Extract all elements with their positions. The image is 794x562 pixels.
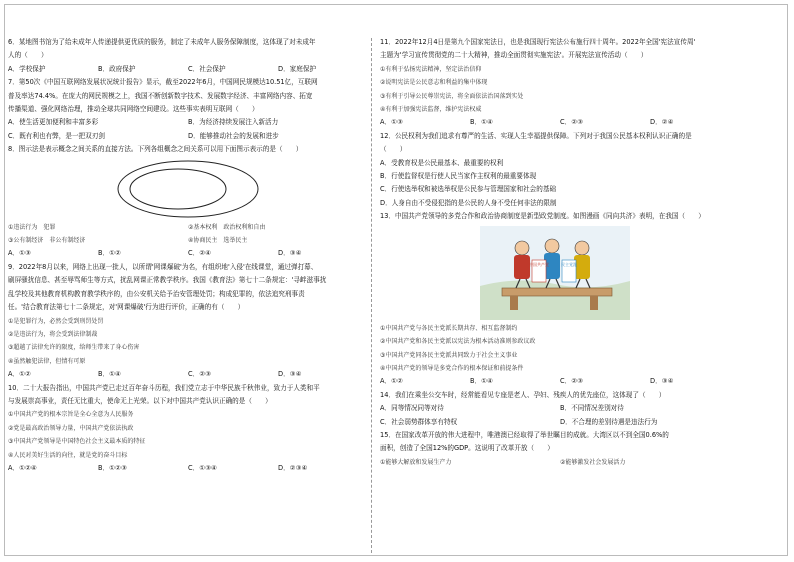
q12-stem: 12．公民权利为我们追求有尊严的生活、实现人生幸福提供保障。下列对于我国公民基本权利认识正确的是 <box>380 131 692 140</box>
q8-option-d: D．③④ <box>278 249 302 258</box>
q15-statement-1: ①能够大解放和发展生产力 <box>380 458 452 466</box>
q11-option-c: C．②③ <box>560 118 584 127</box>
q13-option-a: A．①② <box>380 377 403 386</box>
q9-option-c: C．②③ <box>188 370 212 379</box>
figure-body-1 <box>514 255 530 279</box>
q6-option-b: B．政府保护 <box>98 64 136 73</box>
q7-options-row1 <box>8 116 368 129</box>
q9-option-d: D．③④ <box>278 370 302 379</box>
q14-options-row1 <box>380 402 740 415</box>
q9-option-a: A．①② <box>8 370 31 379</box>
q11-stem: 11．2022年12月4日是第九个国家宪法日，也是我国现行宪法公布施行四十周年。2022年全国'宪法宣传周' <box>380 38 696 46</box>
figure-head-1 <box>515 241 529 255</box>
q10-option-b: B．①②③ <box>98 463 127 472</box>
q7-option-b: B．为经济持续发展注入新活力 <box>188 118 279 127</box>
q6-option-c: C．社会保护 <box>188 64 226 73</box>
q6-options <box>8 63 368 76</box>
q13-option-d: D．③④ <box>650 377 674 386</box>
inner-ellipse <box>130 169 226 209</box>
right-column <box>380 36 740 469</box>
q8-pair-1: ①违法行为 犯罪 <box>8 223 56 231</box>
q8-stem: 8．图示法是表示概念之间关系的直接方法。下列各组概念之间关系可以用下面图示表示的是（ ） <box>8 145 303 154</box>
q10-statement-1: ①中国共产党的根本宗旨是全心全意为人民服务 <box>8 411 134 419</box>
q15-stem: 15．在国家改革开放的伟大进程中，唯港澳已经取得了举世瞩目的成就。大湾区以不到全国0.6%的 <box>380 430 669 439</box>
q9-stem-cont3: 任。'结合教育法第七十二条规定，对'网课爆破'行为进行评价，正确的有（ ） <box>8 303 245 312</box>
q10-option-a: A．①②④ <box>8 463 37 472</box>
q15-stem-cont: 面积，创造了全国12%的GDP。这说明了改革开放（ ） <box>380 444 554 453</box>
q14-option-d: D．不合理的差别待遇是违法行为 <box>560 417 658 426</box>
q11-statement-4: ④有利于加强宪法监督，维护宪法权威 <box>380 106 482 114</box>
figure-head-3 <box>575 241 589 255</box>
figure-head-2 <box>545 239 559 253</box>
q12-option-a: A．受教育权是公民最基本、最重要的权利 <box>380 158 504 167</box>
q13-options <box>380 375 740 388</box>
q13-option-c: C．②③ <box>560 377 584 386</box>
q12-option-c: C．行使选举权和被选举权是公民参与管理国家和社会的基础 <box>380 185 557 194</box>
q8-pair-row1 <box>8 221 368 234</box>
q10-stem-cont: 与发展崇高事业，责任无比重大，使命无上光荣。以下对中国共产党认识正确的是（ ） <box>8 396 272 405</box>
q8-options <box>8 247 368 260</box>
q11-options <box>380 116 740 129</box>
q6-option-a: A．学校保护 <box>8 64 46 73</box>
q8-option-a: A．①③ <box>8 249 31 258</box>
q7-option-a: A．使生活更加便利和丰富多彩 <box>8 118 99 127</box>
q15-pair-row1 <box>380 456 740 469</box>
q9-statement-4: ④虽然触犯法律，但情有可原 <box>8 357 86 365</box>
q9-statement-1: ①是犯罪行为，必然会受到刑罚处罚 <box>8 317 104 325</box>
q10-option-c: C．①③④ <box>188 463 217 472</box>
left-column <box>8 36 368 475</box>
q7-option-c: C．既有利也有弊，是一把双刃剑 <box>8 131 105 140</box>
q11-stem-cont: 主题为'学习宣传贯彻党的二十大精神，推动全面贯彻实施宪法'。开展宪法宣传活动（ ） <box>380 51 648 60</box>
cartoon-illustration <box>480 226 630 320</box>
q10-statement-4: ④人民对美好生活的向往，就是党的奋斗目标 <box>8 451 128 459</box>
q8-option-c: C．②④ <box>188 249 212 258</box>
q7-stem-cont2: 传播渠道、强化网络治理，推动全球共同网络空间建设。这些事实表明互联网（ ） <box>8 105 259 114</box>
q10-stem: 10．二十大报告指出，中国共产党已走过百年奋斗历程，我们党立志于中华民族千秋伟业，致力于人类和平 <box>8 383 320 392</box>
concept-diagram <box>8 157 368 221</box>
q8-pair-3: ③公有制经济 非公有制经济 <box>8 237 86 245</box>
q9-statement-2: ②是违法行为，将会受到法律制裁 <box>8 330 98 338</box>
q13-statement-2: ②中国共产党和各民主党派以宪法为根本活动准则参政议政 <box>380 338 536 346</box>
q8-pair-4: ④协商民主 选举民主 <box>188 237 248 245</box>
log-bridge <box>502 288 612 296</box>
q9-stem: 9．2022年8月以来，网络上出现一批人，以所谓'网课爆破'为名，有组织地'入侵'在线课堂，通过弹打幕、 <box>8 262 318 271</box>
q14-option-a: A．同等情况同等对待 <box>380 404 444 413</box>
q9-options <box>8 368 368 381</box>
q12-option-b: B．行使监督权是行使人民当家作主权利的最重要体现 <box>380 172 537 181</box>
q7-stem: 7．第50次《中国互联网络发展状况统计报告》显示，截至2022年6月，中国网民规模达10.51亿，互联网 <box>8 78 318 87</box>
q15-statement-2: ②能够激发社会发展活力 <box>560 458 626 466</box>
q7-stem-cont: 普及率达74.4%。在庞大的网民规模之上，我国不断创新数字技术、发展数字经济、丰富网络内容、拓宽 <box>8 91 313 100</box>
q7-option-d: D．能够推动社会的发展和进步 <box>188 131 279 140</box>
q6-stem: 6．某地图书馆为了给未成年人传递提供更优质的服务，制定了未成年人服务保障制度，这体现了对未成年 <box>8 38 316 46</box>
q7-options-row2 <box>8 130 368 143</box>
q8-pair-2: ②基本权利 政治权利和自由 <box>188 223 266 231</box>
q6-option-d: D．家庭保护 <box>278 64 317 73</box>
q11-statement-2: ②说明宪法是公民意志和利益的集中体现 <box>380 79 488 87</box>
venn-diagram <box>8 157 368 221</box>
q14-options-row2 <box>380 416 740 429</box>
q13-statement-3: ③中国共产党同各民主党派共同致力于社会主义事业 <box>380 351 518 359</box>
banner-left-text: 中国共产党 <box>529 261 549 267</box>
q8-option-b: B．①② <box>98 249 121 258</box>
banner-right-text: 民主党派 <box>561 261 577 267</box>
q9-stem-cont: 刷屏骚扰信息、甚至辱骂师生等方式，扰乱网课正常教学秩序。我国《教育法》第七十二条规定：'寻衅滋事扰 <box>8 276 327 285</box>
q10-option-d: D．②③④ <box>278 463 308 472</box>
q13-statement-1: ①中国共产党与各民主党派长期共存、相互监督制约 <box>380 324 518 332</box>
q9-stem-cont2: 乱学校及其他教育机构教育教学秩序的，由公安机关给予治安管理处罚；构成犯罪的，依法追究刑事责 <box>8 289 305 298</box>
q13-stem: 13．中国共产党领导的多党合作和政治协商制度是新型政党制度。如图漫画《同向共济》表明，在我国（ ） <box>380 212 705 221</box>
q14-stem: 14．我们在乘坐公交车时，经常能看见专座是老人、孕妇、残疾人的优先座位，这体现了（ ） <box>380 390 666 399</box>
q9-statement-3: ③超越了法律允许的限度，给师生带来了身心伤害 <box>8 344 140 352</box>
q12-option-d: D．人身自由不受侵犯指的是公民的人身不受任何非法的限制 <box>380 198 557 207</box>
q10-options <box>8 462 368 475</box>
q11-option-a: A．①③ <box>380 118 403 127</box>
column-divider <box>371 38 372 553</box>
q8-pair-row2 <box>8 234 368 247</box>
q10-statement-2: ②党是最高政治领导力量，中国共产党依法执政 <box>8 424 134 432</box>
q6-stem-cont: 人的（ ） <box>8 51 48 60</box>
q14-option-c: C．社会弱势群体享有特权 <box>380 417 458 426</box>
q12-stem-cont: （ ） <box>380 145 407 154</box>
q14-option-b: B．不同情况差别对待 <box>560 404 624 413</box>
figure-body-3 <box>574 255 590 279</box>
q10-statement-3: ③中国共产党领导是中国特色社会主义最本质的特征 <box>8 438 146 446</box>
q11-option-b: B．①④ <box>470 118 493 127</box>
q13-option-b: B．①④ <box>470 377 493 386</box>
q11-statement-3: ③有利于引导公民尊崇宪法，将全面依法治国落到实处 <box>380 92 524 100</box>
q13-statement-4: ④中国共产党的领导是多党合作的根本保证和前提条件 <box>380 364 524 372</box>
political-cartoon <box>480 226 630 322</box>
q9-option-b: B．①④ <box>98 370 121 379</box>
q11-statement-1: ①有利于弘扬宪法精神，坚定法治信仰 <box>380 65 482 73</box>
q11-option-d: D．②④ <box>650 118 674 127</box>
